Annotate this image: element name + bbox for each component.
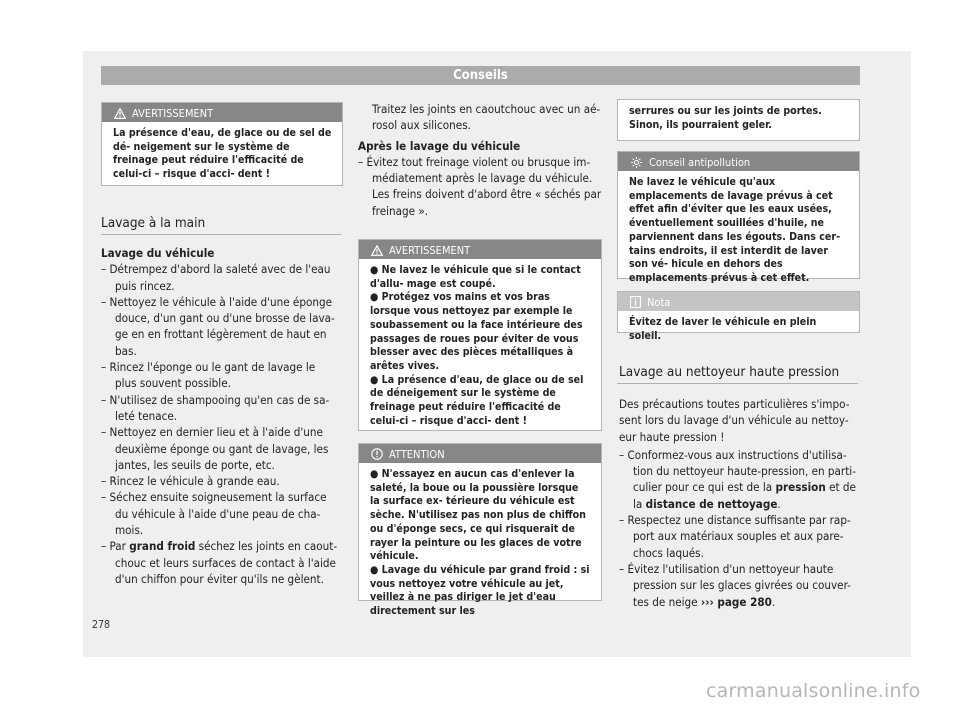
- warning-icon: [114, 108, 126, 119]
- bullet-text: La présence d'eau, de glace ou de sel de déneigement sur le système de freinage peut réduire l'efficacité de celui-ci – risque d'acci- dent !: [370, 373, 584, 427]
- list-item-prefix: – Par: [101, 539, 130, 554]
- warning-label: AVERTISSEMENT: [389, 243, 471, 257]
- emphasis-distance: distance de nettoyage: [645, 496, 778, 511]
- high-pressure-content: [619, 396, 859, 610]
- warning-icon: [371, 245, 383, 256]
- warning-header-2: [359, 240, 601, 259]
- list-item: – Rincez le véhicule à grande eau.: [101, 474, 280, 489]
- list-item-mid: et de la: [633, 480, 856, 511]
- attention-header: [359, 444, 601, 463]
- bullet-text: Protégez vos mains et vos bras lorsque vous nettoyez par exemple le soubassement ou la face intérieure des passages de roues pour éviter de vous blesser avec des pièces métalliques à arêtes vives.: [370, 291, 583, 372]
- eco-leaf-icon: [630, 156, 643, 169]
- bullet-icon: ●: [370, 373, 382, 386]
- bullet-icon: ●: [370, 468, 382, 480]
- warning-box: [101, 102, 343, 186]
- list-item: – Détrempez d'abord la saleté avec de l'eau puis rincez.: [101, 262, 331, 293]
- list-item: – N'utilisez de shampooing qu'en cas de sa- leté tenace.: [101, 392, 330, 423]
- attention-box: [358, 443, 602, 618]
- after-wash-content: [358, 101, 602, 219]
- bullet-icon: ●: [370, 563, 382, 576]
- nota-label: Nota: [647, 295, 671, 309]
- section-title-high-pressure: Lavage au nettoyeur haute pression: [619, 364, 840, 380]
- list-item: [619, 561, 859, 610]
- emphasis-grand-froid: grand froid: [129, 539, 196, 554]
- subheading-after-wash: Après le lavage du véhicule: [358, 138, 521, 153]
- bullet-icon: ●: [370, 291, 382, 304]
- nota-text: Évitez de laver le véhicule en plein soleil.: [629, 316, 817, 342]
- emphasis-pression: pression: [775, 480, 826, 495]
- list-item: – Séchez ensuite soigneusement la surface du véhicule à l'aide d'une peau de cha- mois.: [101, 490, 327, 538]
- section-rule: [617, 383, 858, 384]
- list-item-prefix: – Conformez-vous aux instructions d'utilisa- tion du nettoyeur haute-pression, en parti- culier pour ce qui est de la: [619, 447, 856, 495]
- nota-box: [617, 291, 860, 342]
- page-number: 278: [92, 619, 111, 631]
- bullet-text: Ne lavez le véhicule que si le contact d'allu- mage est coupé.: [370, 264, 581, 290]
- list-item-rest: séchez les joints en caout- chouc et leurs surfaces de contact à l'aide d'un chiffon pour éviter qu'ils ne gèlent.: [115, 539, 338, 586]
- list-item: – Rincez l'éponge ou le gant de lavage le plus souvent possible.: [101, 360, 316, 391]
- info-icon: [371, 448, 383, 460]
- subheading-vehicle-wash: Lavage du véhicule: [101, 246, 215, 260]
- list-item-cold: [101, 538, 339, 587]
- warning-bullet: [370, 374, 591, 429]
- list-item: [619, 447, 859, 512]
- warning-header: [102, 103, 342, 122]
- list-item-end: .: [777, 496, 781, 511]
- continued-box-text: serrures ou sur les joints de portes. Sinon, ils pourraient geler.: [629, 105, 822, 131]
- attention-label: ATTENTION: [389, 447, 445, 461]
- bullet-icon: ●: [370, 264, 382, 276]
- list-item: – Nettoyez en dernier lieu et à l'aide d'une deuxième éponge ou gant de lavage, les jantes, les seuils de porte, etc.: [101, 425, 329, 472]
- warning-label: AVERTISSEMENT: [132, 106, 214, 120]
- continued-text: Traitez les joints en caoutchouc avec un aé- rosol aux silicones.: [372, 102, 601, 133]
- eco-box: [617, 151, 860, 284]
- section-title-hand-wash: Lavage à la main: [101, 215, 206, 231]
- page-header: Conseils: [101, 66, 860, 85]
- warning-text: La présence d'eau, de glace ou de sel de dé- neigement sur le système de freinage peut réduire l'efficacité de celui-ci – risque d'acci- dent !: [113, 127, 332, 181]
- hand-wash-content: [101, 245, 339, 587]
- list-item-prefix: – Évitez l'utilisation d'un nettoyeur haute pression sur les glaces givrées ou couver- tes de neige: [619, 561, 851, 609]
- eco-text: Ne lavez le véhicule qu'aux emplacements de lavage prévus à cet effet afin d'éviter que les eaux usées, éventuellement souillées d'huile, ne parviennent dans les égouts. Dans cer- tains endroits, il est interdit de laver son vé- hicule en dehors des emplacements prévus à cet effet.: [629, 176, 841, 284]
- note-icon: [630, 296, 641, 308]
- list-item: – Évitez tout freinage violent ou brusque im- médiatement après le lavage du véhicule. Les freins doivent d'abord être « séchés par freinage ».: [358, 154, 602, 218]
- list-item: – Respectez une distance suffisante par rap- port aux matériaux souples et aux pare- chocs laqués.: [619, 513, 851, 560]
- list-item: – Nettoyez le véhicule à l'aide d'une éponge douce, d'un gant ou d'une brosse de lava- ge en en frottant légèrement de haut en bas.: [101, 294, 335, 358]
- warning-box-2: [358, 239, 602, 431]
- page-reference-link[interactable]: ››› page 280: [700, 594, 772, 609]
- bullet-text: N'essayez en aucun cas d'enlever la saleté, la boue ou la poussière lorsque la surface ex- térieure du véhicule est sèche. N'utilisez pas non plus de chiffon ou d'éponge secs, ce qui risquerait de rayer la peinture ou les glaces de votre véhicule.: [370, 468, 586, 563]
- list-item-end: .: [771, 594, 776, 609]
- eco-header: [618, 152, 859, 171]
- watermark: carmanualsonline.info: [706, 680, 921, 702]
- attention-box-continued: [617, 99, 860, 141]
- warning-bullet: [370, 264, 591, 291]
- section-rule: [101, 234, 341, 235]
- bullet-text: Lavage du véhicule par grand froid : si vous nettoyez votre véhicule au jet, veillez à ne pas diriger le jet d'eau directement sur les: [370, 563, 590, 618]
- attention-bullet: [370, 468, 591, 564]
- attention-bullet: [370, 564, 591, 619]
- intro-text: Des précautions toutes particulières s'impo- sent lors du lavage d'un véhicule au nettoy- eur haute pression !: [619, 397, 850, 444]
- nota-header: [618, 292, 859, 311]
- eco-label: Conseil antipollution: [649, 155, 751, 169]
- warning-bullet: [370, 291, 591, 373]
